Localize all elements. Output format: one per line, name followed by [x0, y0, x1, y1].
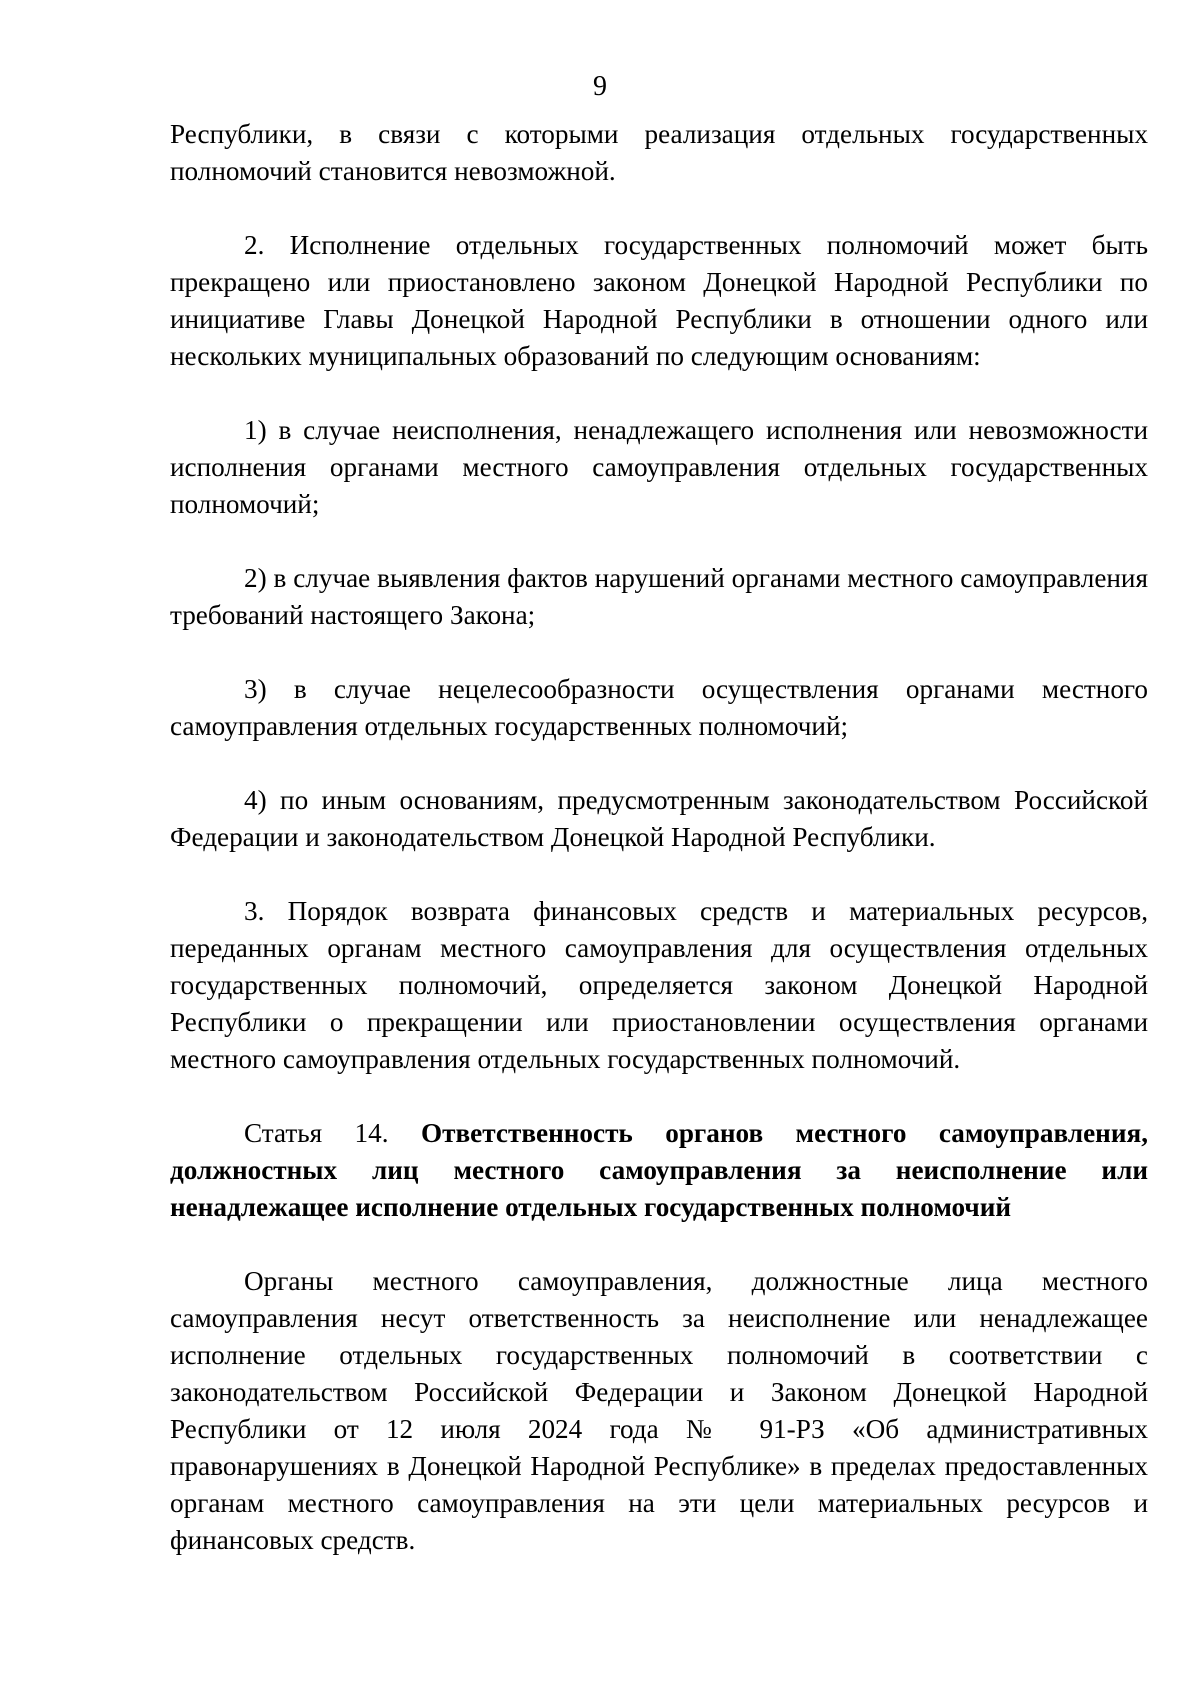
article-body: Органы местного самоуправления, должностные лица местного самоуправления несут ответственность за неисполнение или ненадлежащее исполнение отдельных государственных полномочий в соответствии с законодательством Российской Федерации и Законом Донецкой Народной Республики от 12 июля 2024 года № 91-РЗ «Об административных правонарушениях в Донецкой Народной Республике» в пределах предоставленных органам местного самоуправления на эти цели материальных ресурсов и финансовых средств.: [170, 1266, 1148, 1555]
list-item-2: 2) в случае выявления фактов нарушений органами местного самоуправления требований настоящего Закона;: [170, 563, 1148, 630]
article-heading: [170, 1115, 1148, 1226]
article-number: Статья 14.: [244, 1118, 389, 1148]
paragraph-continuation: Республики, в связи с которыми реализация отдельных государственных полномочий становится невозможной.: [170, 119, 1148, 186]
list-item-4: 4) по иным основаниям, предусмотренным законодательством Российской Федерации и законодательством Донецкой Народной Республики.: [170, 785, 1148, 852]
paragraph-point-3: 3. Порядок возврата финансовых средств и материальных ресурсов, переданных органам местного самоуправления для осуществления отдельных государственных полномочий, определяется законом Донецкой Народной Республики о прекращении или приостановлении осуществления органами местного самоуправления отдельных государственных полномочий.: [170, 896, 1148, 1074]
article-title: Ответственность органов местного самоуправления, должностных лиц местного самоуправления за неисполнение или ненадлежащее исполнение отдельных государственных полномочий: [170, 1118, 1148, 1222]
page-number: 9: [593, 71, 607, 102]
paragraph-point-2: 2. Исполнение отдельных государственных полномочий может быть прекращено или приостановлено законом Донецкой Народной Республики по инициативе Главы Донецкой Народной Республики в отношении одного или нескольких муниципальных образований по следующим основаниям:: [170, 230, 1148, 371]
list-item-1: 1) в случае неисполнения, ненадлежащего исполнения или невозможности исполнения органами местного самоуправления отдельных государственных полномочий;: [170, 415, 1148, 519]
document-body: [170, 116, 1148, 1559]
list-item-3: 3) в случае нецелесообразности осуществления органами местного самоуправления отдельных государственных полномочий;: [170, 674, 1148, 741]
